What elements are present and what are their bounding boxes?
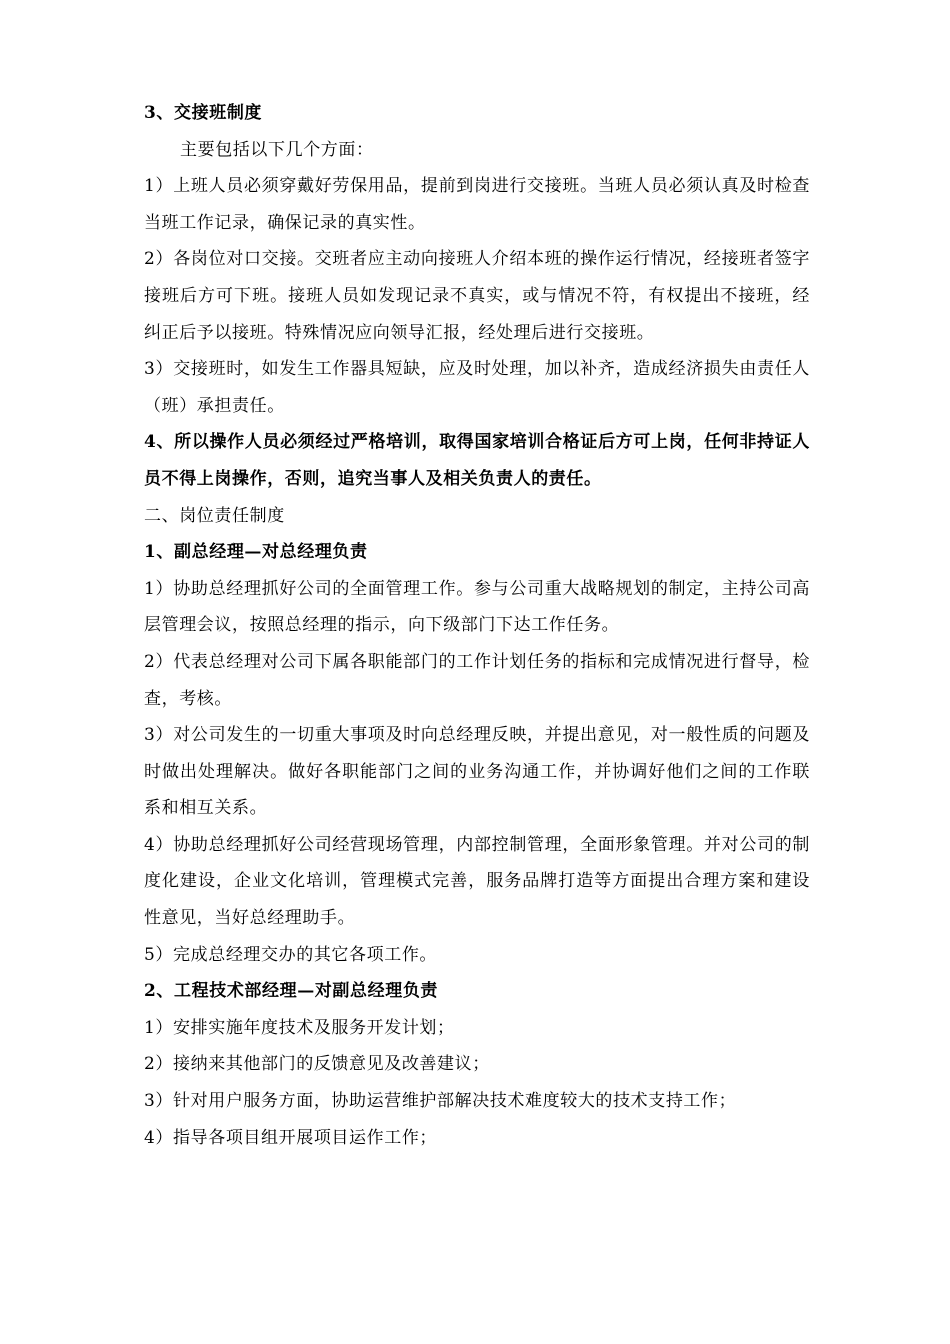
deputy-gm-item-3: 3）对公司发生的一切重大事项及时向总经理反映，并提出意见，对一般性质的问题及时做出处理解决。做好各职能部门之间的业务沟通工作，并协调好他们之间的工作联系和相互关系。 <box>144 725 810 819</box>
section-heading-training: 4、所以操作人员必须经过严格培训，取得国家培训合格证后方可上岗，任何非持证人员不得上岗操作，否则，追究当事人及相关负责人的责任。 <box>144 432 810 489</box>
handover-item-1: 1）上班人员必须穿戴好劳保用品，提前到岗进行交接班。当班人员必须认真及时检查当班工作记录，确保记录的真实性。 <box>144 176 810 233</box>
deputy-gm-item-5: 5）完成总经理交办的其它各项工作。 <box>144 944 438 965</box>
engineering-item-3: 3）针对用户服务方面，协助运营维护部解决技术难度较大的技术支持工作； <box>144 1091 737 1112</box>
deputy-gm-item-4: 4）协助总经理抓好公司经营现场管理，内部控制管理，全面形象管理。并对公司的制度化建设，企业文化培训，管理模式完善，服务品牌打造等方面提出合理方案和建设性意见，当好总经理助手。 <box>144 834 810 929</box>
chapter-heading-job-responsibility: 二、岗位责任制度 <box>144 505 285 526</box>
deputy-gm-item-1: 1）协助总经理抓好公司的全面管理工作。参与公司重大战略规划的制定，主持公司高层管理会议，按照总经理的指示，向下级部门下达工作任务。 <box>144 578 810 636</box>
intro-line: 主要包括以下几个方面： <box>180 139 374 160</box>
engineering-item-2: 2）接纳来其他部门的反馈意见及改善建议； <box>144 1054 490 1075</box>
section-heading-deputy-gm: 1、副总经理—对总经理负责 <box>144 542 368 563</box>
handover-item-2: 2）各岗位对口交接。交班者应主动向接班人介绍本班的操作运行情况，经接班者签字接班后方可下班。接班人员如发现记录不真实，或与情况不符，有权提出不接班，经纠正后予以接班。特殊情况应向领导汇报，经处理后进行交接班。 <box>144 249 810 343</box>
deputy-gm-item-2: 2）代表总经理对公司下属各职能部门的工作计划任务的指标和完成情况进行督导，检查，考核。 <box>144 651 810 709</box>
section-heading-shift-handover: 3、交接班制度 <box>144 103 263 123</box>
handover-item-3: 3）交接班时，如发生工作器具短缺，应及时处理，加以补齐，造成经济损失由责任人（班）承担责任。 <box>144 359 810 416</box>
section-heading-engineering-manager: 2、工程技术部经理—对副总经理负责 <box>144 981 439 1002</box>
engineering-item-1: 1）安排实施年度技术及服务开发计划； <box>144 1017 455 1038</box>
engineering-item-4: 4）指导各项目组开展项目运作工作； <box>144 1127 438 1148</box>
